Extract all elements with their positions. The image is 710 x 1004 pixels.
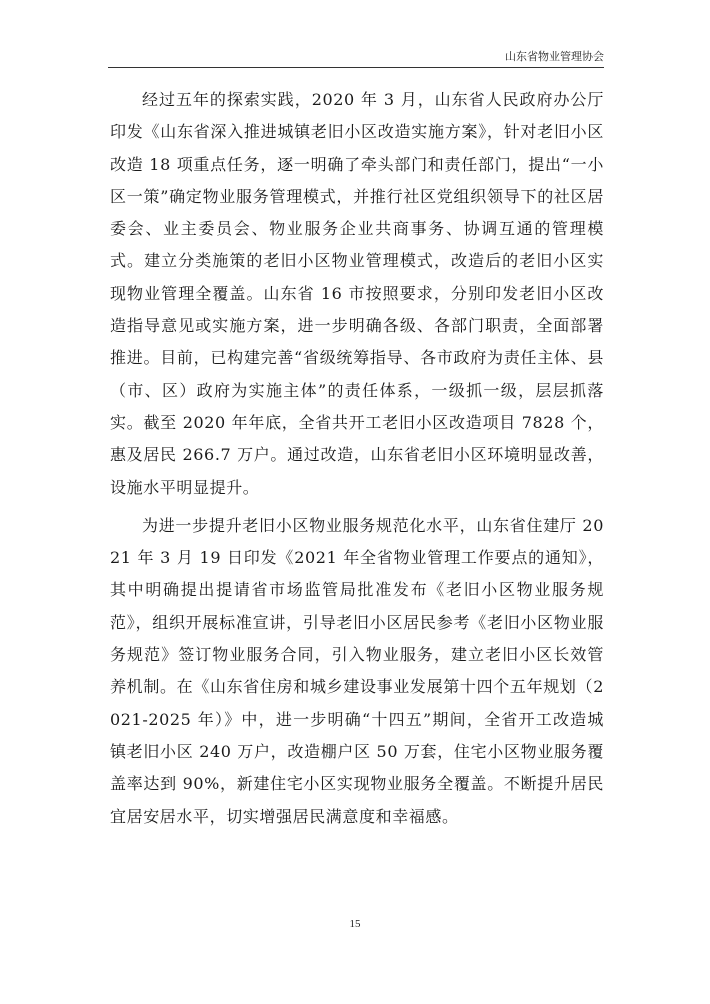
paragraph-property-service-standard: 为进一步提升老旧小区物业服务规范化水平，山东省住建厅 2021 年 3 月 19 日印发《2021 年全省物业管理工作要点的通知》，其中明确提出提请省市场监管局批准发布《老旧小区物业服务规范》，组织开展标准宣讲，引导老旧小区居民参考《老旧小区物业服务规范》签订物业服务合同，引入物业服务，建立老旧小区长效管养机制。在《山东省住房和城乡建设事业发展第十四个五年规划（2021-2025 年）》中，进一步明确“十四五”期间，全省开工改造城镇老旧小区 240 万户，改造棚户区 50 万套，住宅小区物业服务覆盖率达到 90%，新建住宅小区实现物业服务全覆盖。不断提升居民宜居安居水平，切实增强居民满意度和幸福感。 [110,515,604,826]
header-divider [108,67,604,68]
body-text [110,84,604,833]
page-header [108,44,604,68]
paragraph-renovation-practice: 经过五年的探索实践，2020 年 3 月，山东省人民政府办公厅印发《山东省深入推进城镇老旧小区改造实施方案》，针对老旧小区改造 18 项重点任务，逐一明确了牵头部门和责任部门，提出“一小区一策”确定物业服务管理模式，并推行社区党组织领导下的社区居委会、业主委员会、物业服务企业共商事务、协调互通的管理模式。建立分类施策的老旧小区物业管理模式，改造后的老旧小区实现物业管理全覆盖。山东省 16 市按照要求，分别印发老旧小区改造指导意见或实施方案，进一步明确各级、各部门职责，全面部署推进。目前，已构建完善“省级统筹指导、各市政府为责任主体、县（市、区）政府为实施主体”的责任体系，一级抓一级，层层抓落实。截至 2020 年年底，全省共开工老旧小区改造项目 7828 个，惠及居民 266.7 万户。通过改造，山东省老旧小区环境明显改善，设施水平明显提升。 [110,90,604,497]
page-number: 15 [349,918,361,930]
header-organization-title: 山东省物业管理协会 [505,50,604,63]
